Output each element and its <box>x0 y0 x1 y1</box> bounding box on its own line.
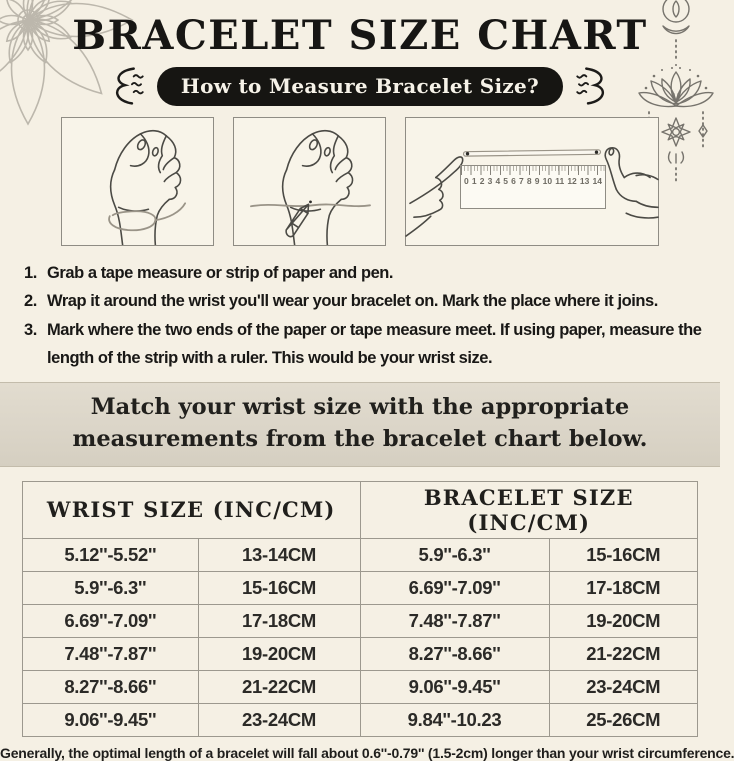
table-cell: 8.27''-8.66'' <box>23 670 199 703</box>
instruction-number: 1. <box>24 264 37 282</box>
ruler-number: 5 <box>503 176 509 186</box>
instructions-list <box>24 259 710 373</box>
table-cell: 8.27''-8.66'' <box>360 637 549 670</box>
instruction-step-3 <box>24 316 710 373</box>
table-cell: 19-20CM <box>198 637 360 670</box>
instruction-step-2 <box>24 287 710 315</box>
footnote: Generally, the optimal length of a bracelet will fall about 0.6''-0.79'' (1.5-2cm) longer than your wrist circumference. <box>0 744 734 761</box>
table-row <box>23 538 698 571</box>
ruler-number: 7 <box>519 176 524 186</box>
how-to-measure-badge: How to Measure Bracelet Size? <box>157 67 563 106</box>
table-cell: 15-16CM <box>549 538 698 571</box>
instruction-number: 3. <box>24 320 37 339</box>
table-cell: 13-14CM <box>198 538 360 571</box>
table-row <box>23 604 698 637</box>
instruction-number: 2. <box>24 292 37 311</box>
table-cell: 15-16CM <box>198 571 360 604</box>
table-row <box>23 703 698 736</box>
table-row <box>23 637 698 670</box>
table-cell: 25-26CM <box>549 703 698 736</box>
step2-illustration-fist-with-pen <box>233 117 386 246</box>
table-row <box>23 571 698 604</box>
table-cell: 5.9''-6.3'' <box>23 571 199 604</box>
table-row <box>23 670 698 703</box>
table-cell: 23-24CM <box>549 670 698 703</box>
table-cell: 5.9''-6.3'' <box>360 538 549 571</box>
size-chart-table <box>22 481 698 737</box>
right-flourish-icon <box>575 65 615 107</box>
measurement-steps-illustrations <box>0 117 720 246</box>
table-cell: 9.84''-10.23 <box>360 703 549 736</box>
ruler-number: 4 <box>495 176 501 186</box>
table-cell: 19-20CM <box>549 604 698 637</box>
ruler-number: 2 <box>479 176 485 186</box>
ruler-number: 10 <box>542 176 553 186</box>
table-cell: 6.69''-7.09'' <box>360 571 549 604</box>
table-header-row <box>23 481 698 538</box>
table-cell: 7.48''-7.87'' <box>23 637 199 670</box>
ruler-number: 1 <box>471 176 477 186</box>
instruction-text: Wrap it around the wrist you'll wear your bracelet on. Mark the place where it joins. <box>47 292 658 311</box>
table-cell: 21-22CM <box>549 637 698 670</box>
ruler-number: 9 <box>534 176 540 186</box>
ruler-number: 12 <box>567 176 577 186</box>
fist-with-pen-icon <box>234 118 385 245</box>
table-cell: 5.12''-5.52'' <box>23 538 199 571</box>
table-cell: 17-18CM <box>198 604 360 637</box>
instruction-text: Grab a tape measure or strip of paper and pen. <box>47 264 394 282</box>
ruler-number: 3 <box>487 176 493 186</box>
ruler-number: 0 <box>464 176 469 186</box>
ruler-number: 11 <box>555 176 565 186</box>
table-cell: 9.06''-9.45'' <box>360 670 549 703</box>
ruler <box>460 165 606 209</box>
fist-with-tape-icon <box>62 118 213 245</box>
wrist-size-header: WRIST SIZE (INC/CM) <box>23 481 361 538</box>
table-cell: 21-22CM <box>198 670 360 703</box>
ruler-scale <box>461 177 605 186</box>
step1-illustration-fist-with-tape <box>61 117 214 246</box>
table-cell: 9.06''-9.45'' <box>23 703 199 736</box>
page-title: BRACELET SIZE CHART <box>72 12 648 59</box>
instruction-step-1 <box>24 259 710 287</box>
left-flourish-icon <box>105 65 145 107</box>
table-cell: 7.48''-7.87'' <box>360 604 549 637</box>
ruler-number: 13 <box>579 176 590 186</box>
table-cell: 6.69''-7.09'' <box>23 604 199 637</box>
ruler-number: 6 <box>511 176 516 186</box>
match-size-banner <box>0 382 720 467</box>
table-cell: 17-18CM <box>549 571 698 604</box>
instruction-text: Mark where the two ends of the paper or tape measure meet. If using paper, measure the length of the strip with a ruler. This would be your wrist size. <box>47 320 702 368</box>
how-to-measure-badge-row <box>0 66 720 106</box>
match-size-banner-text: Match your wrist size with the appropriate measurements from the bracelet chart below. <box>72 393 648 453</box>
ruler-number: 14 <box>592 176 602 186</box>
bracelet-size-header: BRACELET SIZE (INC/CM) <box>360 481 698 538</box>
step3-illustration-ruler-measure <box>405 117 659 246</box>
ruler-number: 8 <box>526 176 532 186</box>
table-cell: 23-24CM <box>198 703 360 736</box>
